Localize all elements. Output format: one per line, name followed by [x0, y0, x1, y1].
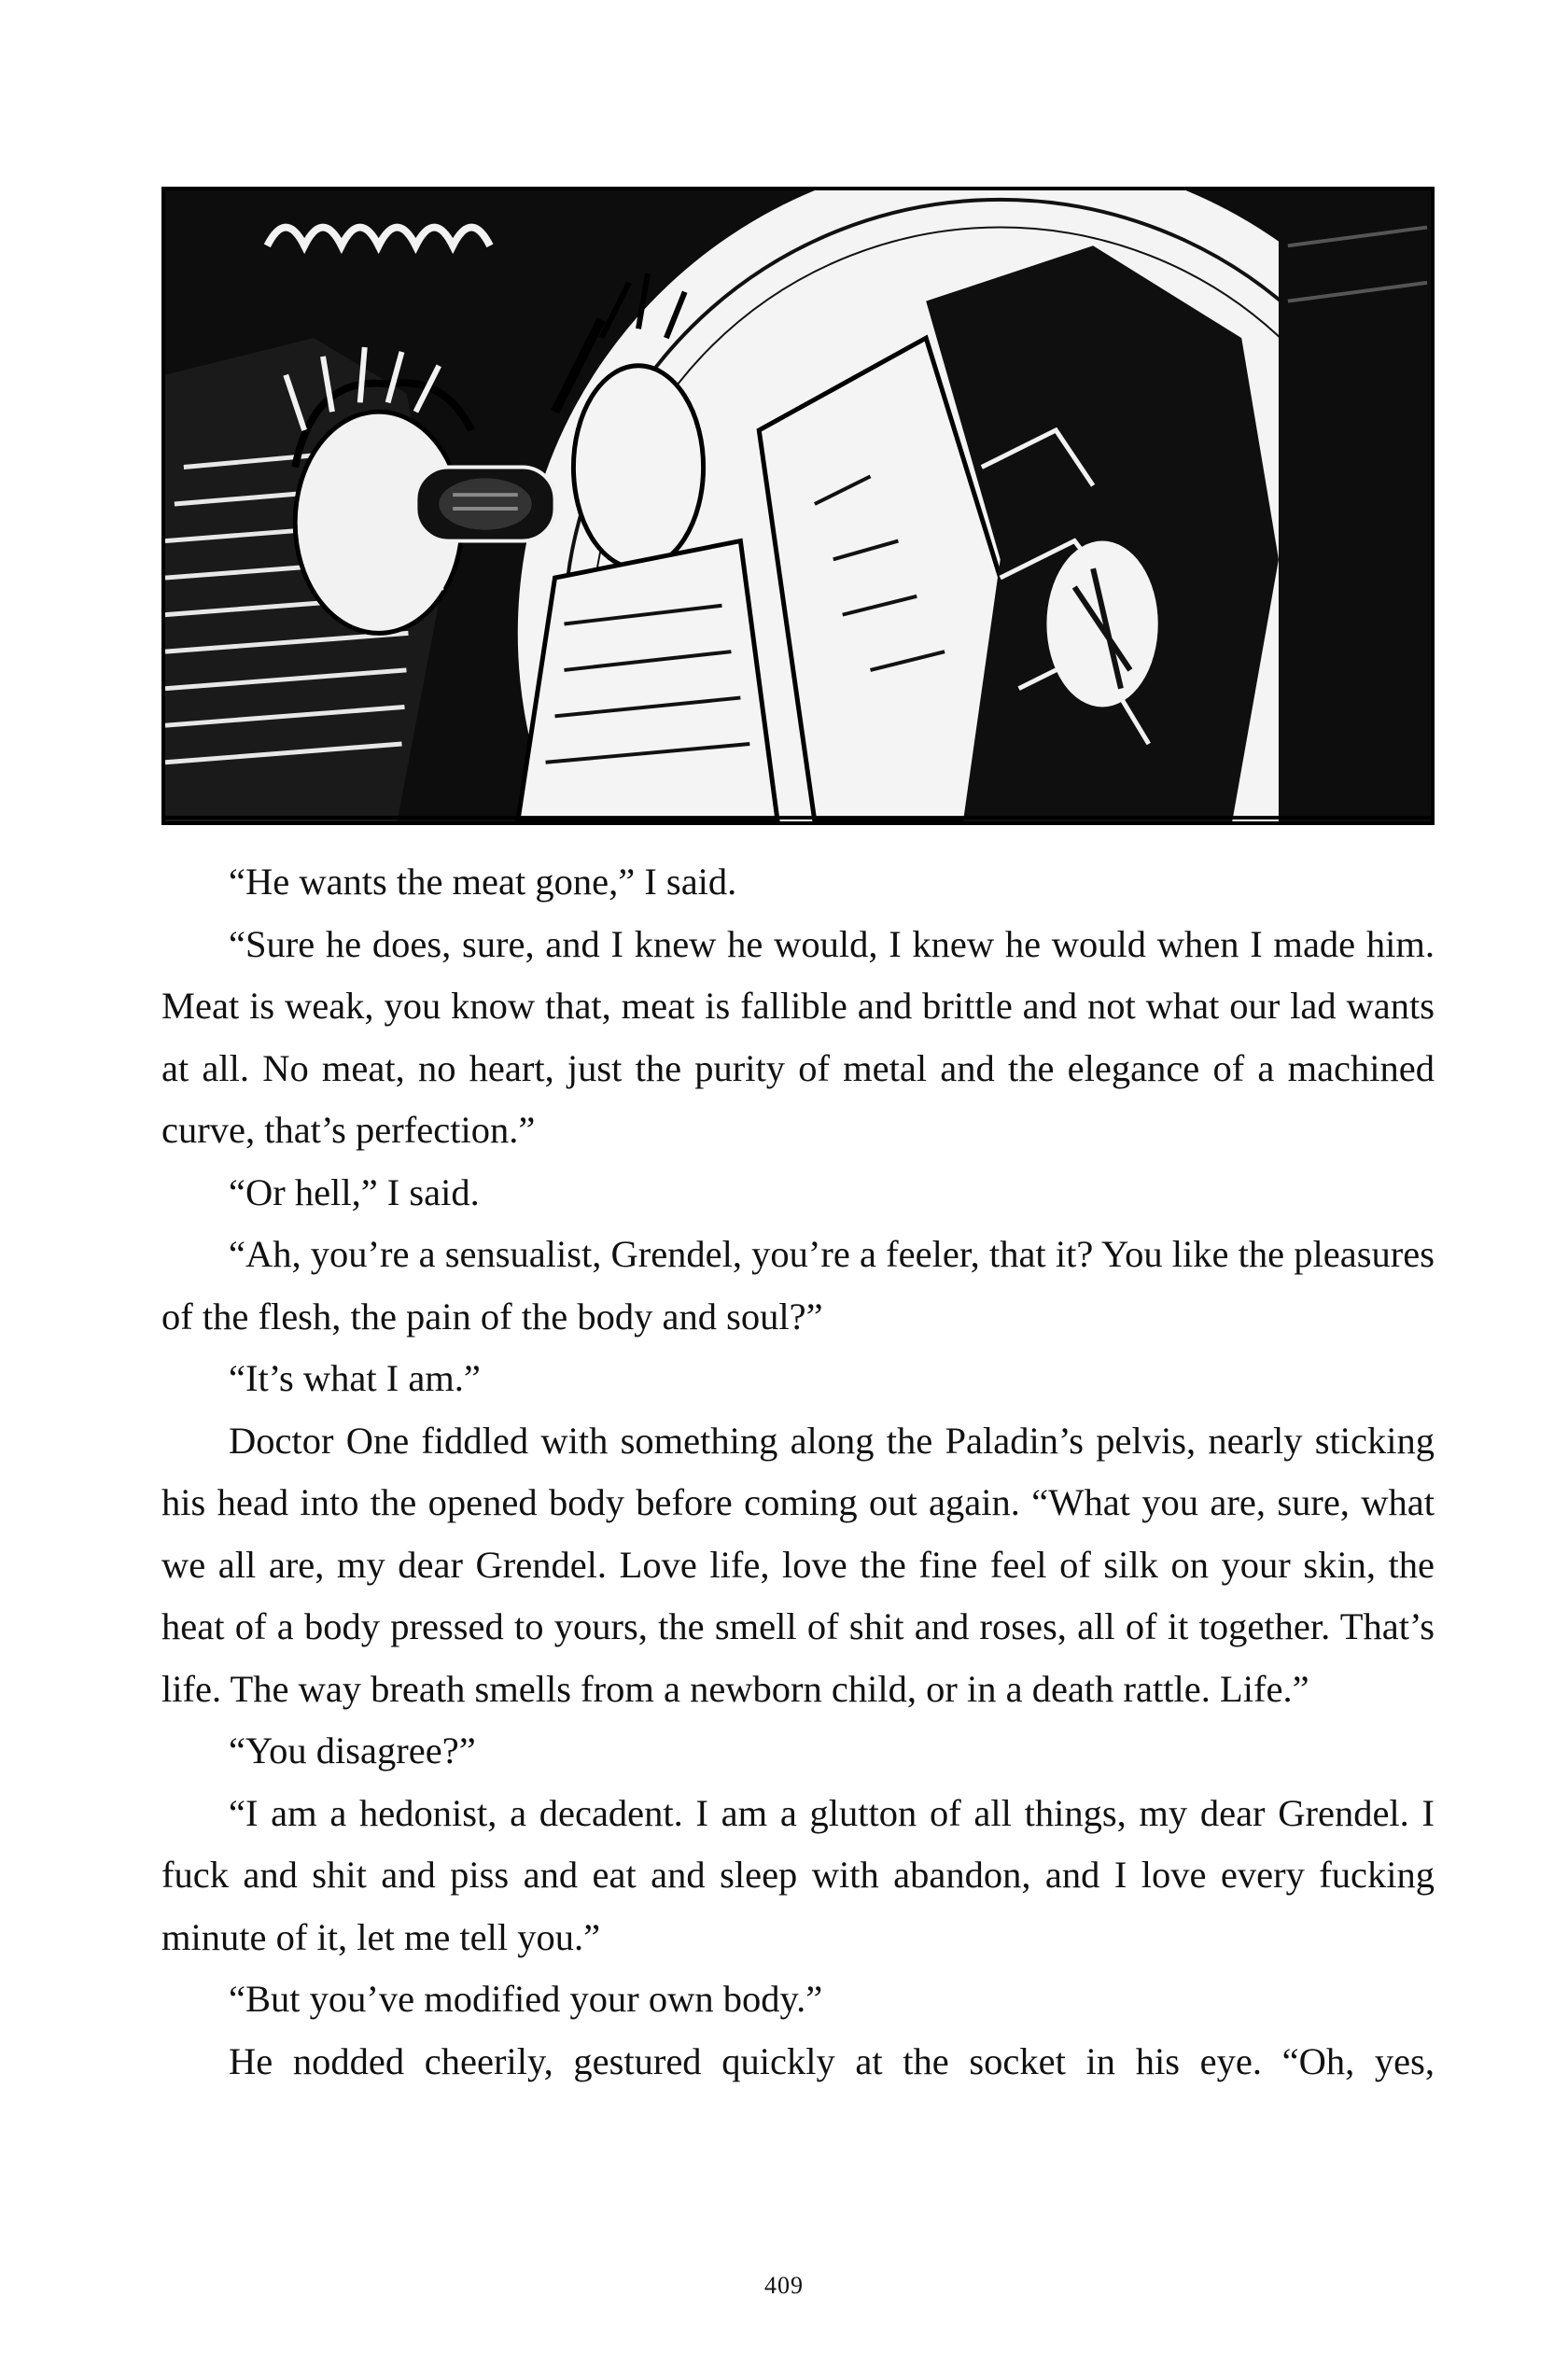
- illustration-panel: [161, 187, 1435, 825]
- body-text: [161, 851, 1435, 2093]
- paragraph: “Sure he does, sure, and I knew he would, I knew he would when I made him. Meat is weak, you know that, meat is fallible and brittle and not what our lad wants at all. No meat, no heart, just the purity of metal and the elegance of a machined curve, that’s perfection.”: [161, 922, 1435, 1151]
- paragraph: “Or hell,” I said.: [229, 1170, 480, 1213]
- paragraph: “I am a hedonist, a decadent. I am a glutton of all things, my dear Grendel. I fuck and shit and piss and eat and sleep with abandon, and I love every fucking minute of it, let me tell you.”: [161, 1791, 1435, 1958]
- paragraph: “He wants the meat gone,” I said.: [229, 861, 737, 903]
- paragraph: “But you’ve modified your own body.”: [229, 1978, 823, 2020]
- page-number: 409: [764, 2272, 804, 2299]
- paragraph: “It’s what I am.”: [229, 1357, 481, 1399]
- paragraph: “Ah, you’re a sensualist, Grendel, you’re a feeler, that it? You like the pleasures of the flesh, the pain of the body and soul?”: [161, 1233, 1435, 1338]
- paragraph: He nodded cheerily, gestured quickly at the socket in his eye. “Oh, yes,: [229, 2039, 1435, 2082]
- ink-illustration: [165, 190, 1431, 821]
- paragraph: Doctor One fiddled with something along the Paladin’s pelvis, nearly sticking his head into the opened body before coming out again. “What you are, sure, what we all are, my dear Grendel. Love life, love the fine feel of silk on your skin, the heat of a body pressed to yours, the smell of shit and roses, all of it together. That’s life. The way breath smells from a newborn child, or in a death rattle. Life.”: [161, 1419, 1435, 1710]
- paragraph: “You disagree?”: [229, 1730, 476, 1772]
